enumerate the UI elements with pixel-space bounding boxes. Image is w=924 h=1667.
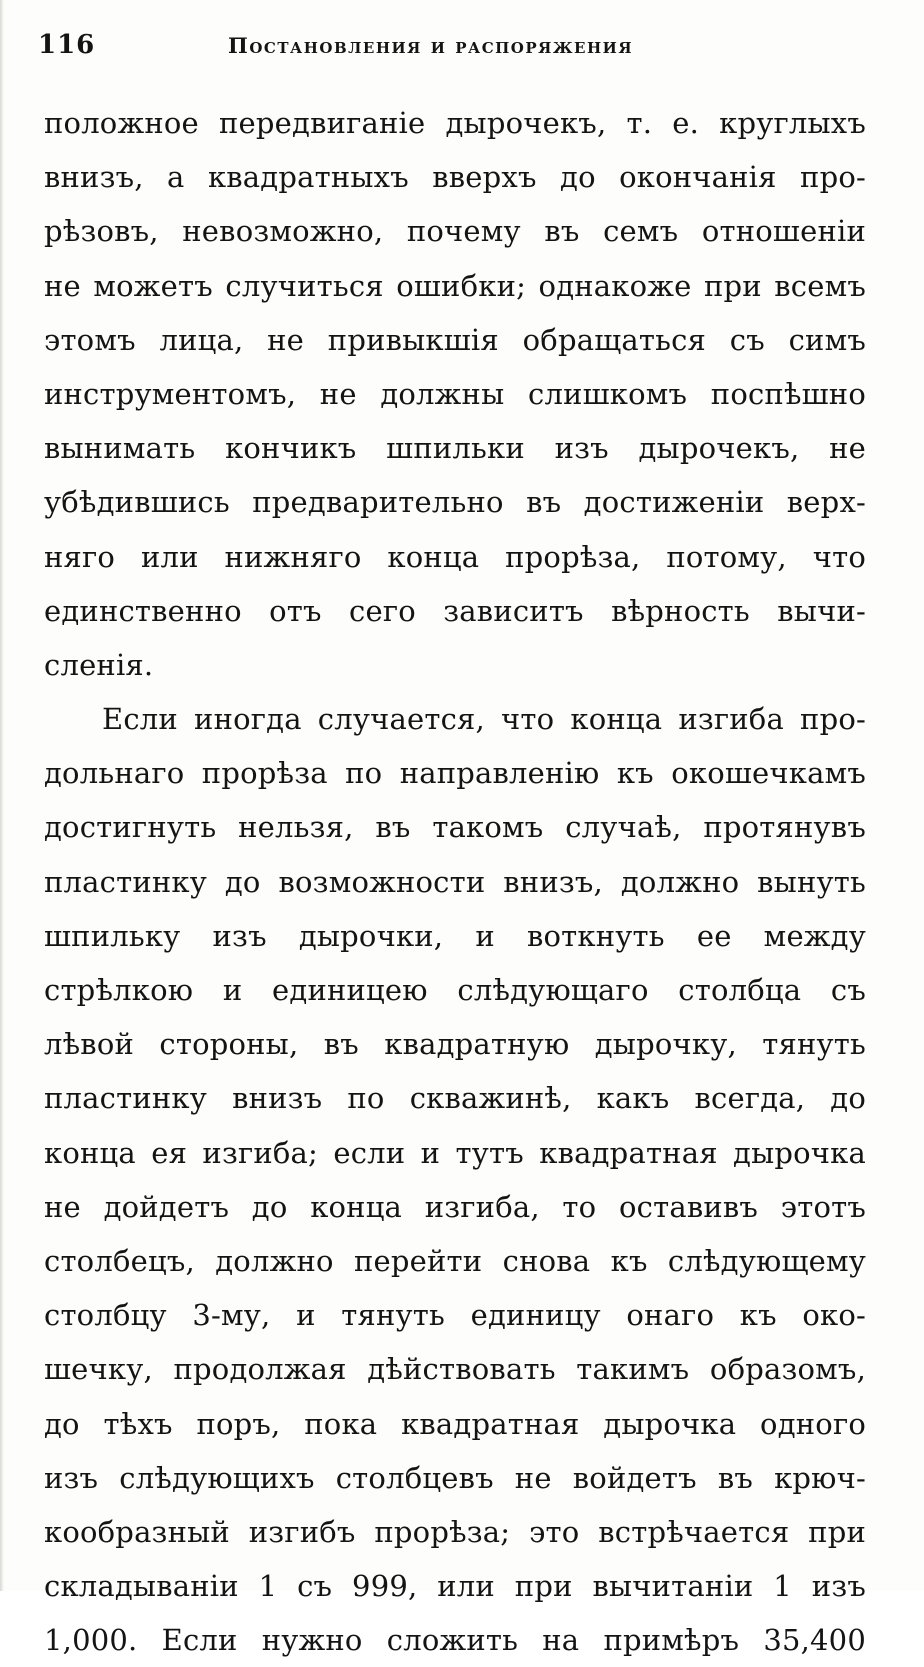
page-binding-edge	[0, 0, 4, 1591]
text-line: до тѣхъ поръ, пока квадратная дырочка одного	[44, 1406, 866, 1441]
text-line: шечку, продолжая дѣйствовать такимъ образомъ,	[44, 1352, 866, 1387]
text-line: изъ слѣдующихъ столбцевъ не войдетъ въ крюч-	[44, 1460, 866, 1495]
text-line: инструментомъ, не должны слишкомъ поспѣшно	[44, 376, 866, 411]
text-line: не можетъ случиться ошибки; однакоже при всемъ	[44, 268, 866, 303]
text-line: кообразный изгибъ прорѣза; это встрѣчается при	[44, 1514, 866, 1549]
text-line: лѣвой стороны, въ квадратную дырочку, тянуть	[44, 1027, 866, 1062]
paragraph-end-line: сленія.	[44, 647, 154, 682]
text-line: вынимать кончикъ шпильки изъ дырочекъ, не	[44, 431, 866, 466]
page-header	[38, 26, 870, 66]
text-line: не дойдетъ до конца изгиба, то оставивъ этотъ	[44, 1189, 866, 1224]
text-line: дольнаго прорѣза по направленію къ окошечкамъ	[44, 756, 866, 791]
text-line: единственно отъ сего зависитъ вѣрность вычи-	[44, 593, 866, 628]
text-line: складываніи 1 съ 999, или при вычитаніи 1 изъ	[44, 1569, 866, 1604]
page-number: 116	[38, 30, 96, 60]
text-line: пластинку до возможности внизъ, должно вынуть	[44, 864, 866, 899]
text-line: няго или нижняго конца прорѣза, потому, что	[44, 539, 866, 574]
text-line: этомъ лица, не привыкшія обращаться съ симъ	[44, 322, 866, 357]
text-line: достигнуть нельзя, въ такомъ случаѣ, протянувъ	[44, 810, 866, 845]
text-line: убѣдившись предварительно въ достиженіи верх-	[44, 485, 866, 520]
paragraph-start-line: Если иногда случается, что конца изгиба про-	[102, 702, 866, 737]
text-line: стрѣлкою и единицею слѣдующаго столбца съ	[44, 973, 866, 1007]
text-line: столбцу 3-му, и тянуть единицу онаго къ око-	[44, 1298, 866, 1333]
text-line: шпильку изъ дырочки, и воткнуть ее между	[44, 918, 866, 953]
text-line: положное передвиганіе дырочекъ, т. е. круглыхъ	[44, 106, 866, 140]
text-line: столбецъ, должно перейти снова къ слѣдующему	[44, 1243, 866, 1278]
text-line: рѣзовъ, невозможно, почему въ семъ отношеніи	[44, 214, 866, 249]
text-line: конца ея изгиба; если и тутъ квадратная дырочка	[44, 1135, 866, 1170]
text-line: внизъ, а квадратныхъ вверхъ до окончанія про-	[44, 160, 866, 195]
text-line: 1,000. Если нужно сложить на примѣръ 35,400	[44, 1623, 866, 1658]
body-text	[44, 96, 866, 1667]
running-title: Постановления и распоряжения	[228, 33, 634, 58]
text-line: пластинку внизъ по скважинѣ, какъ всегда, до	[44, 1081, 866, 1116]
